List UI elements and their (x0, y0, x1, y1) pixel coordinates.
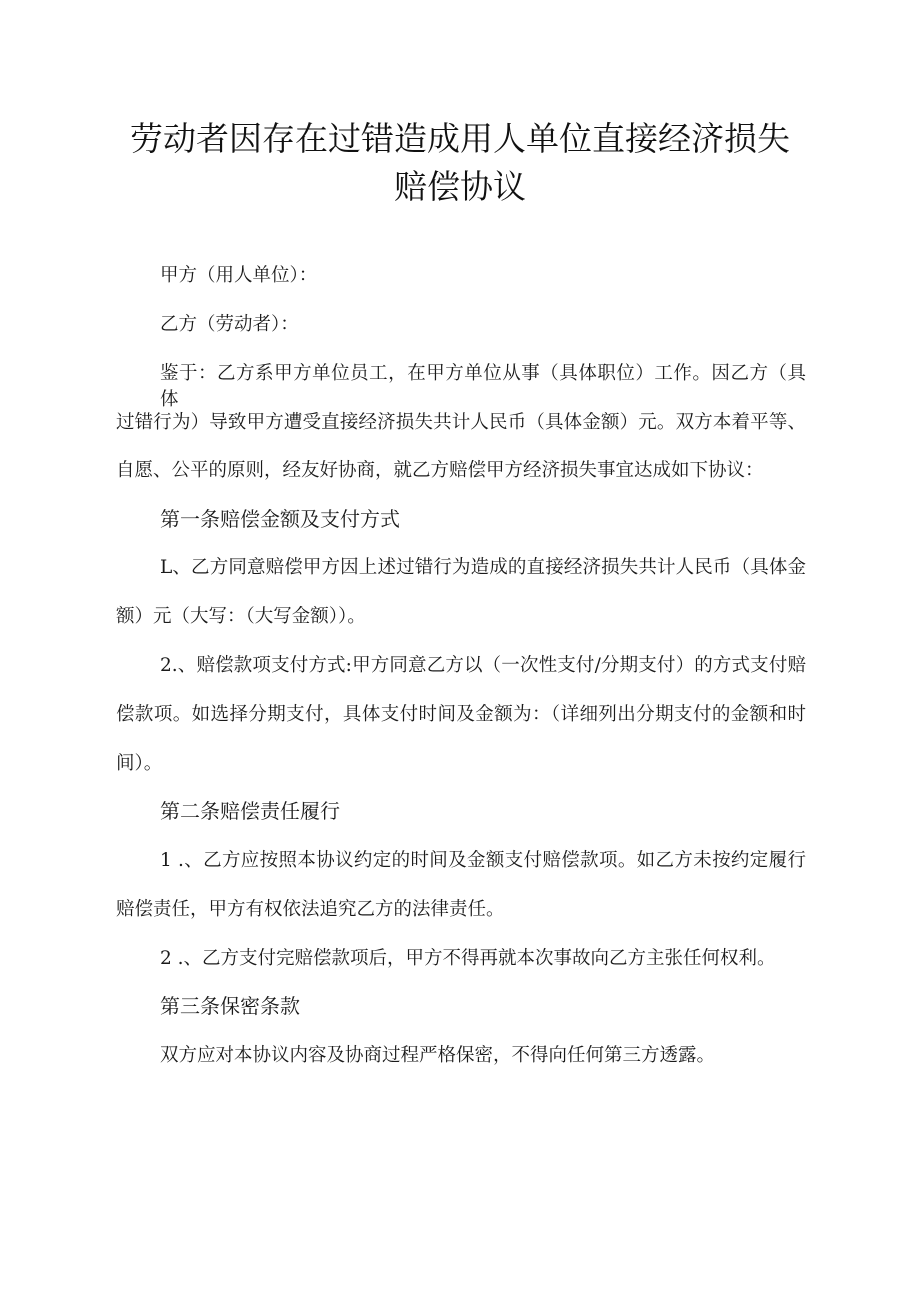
article-1-item-2-line-1: 2.、赔偿款项支付方式:甲方同意乙方以（一次性支付/分期支付）的方式支付赔 (160, 655, 806, 676)
preamble-line-2: 过错行为）导致甲方遭受直接经济损失共计人民币（具体金额）元。双方本着平等、 (116, 412, 806, 433)
article-2-item-2-line-1: 2 .、乙方支付完赔偿款项后，甲方不得再就本次事故向乙方主张任何权利。 (160, 948, 776, 969)
article-3-item-1-line-1: 双方应对本协议内容及协商过程严格保密，不得向任何第三方透露。 (160, 1045, 716, 1066)
party-b-label: 乙方（劳动者）： (160, 314, 299, 335)
article-3-heading: 第三条保密条款 (160, 994, 300, 1018)
article-2-item-1-line-2: 赔偿责任，甲方有权依法追究乙方的法律责任。 (116, 899, 505, 920)
article-1-item-1-line-1: L、乙方同意赔偿甲方因上述过错行为造成的直接经济损失共计人民币（具体金 (160, 557, 806, 578)
preamble-line-3: 自愿、公平的原则，经友好协商，就乙方赔偿甲方经济损失事宜达成如下协议： (116, 460, 764, 481)
article-2-heading: 第二条赔偿责任履行 (160, 799, 340, 823)
preamble-line-1: 鉴于：乙方系甲方单位员工，在甲方单位从事（具体职位）工作。因乙方（具体 (160, 363, 806, 410)
article-1-heading: 第一条赔偿金额及支付方式 (160, 507, 400, 531)
party-a-label: 甲方（用人单位）： (160, 265, 318, 286)
article-2-item-1-line-1: 1 .、乙方应按照本协议约定的时间及金额支付赔偿款项。如乙方未按约定履行 (160, 850, 806, 871)
article-1-item-2-line-3: 间）。 (116, 753, 163, 774)
document-title-line-1: 劳动者因存在过错造成用人单位直接经济损失 (130, 119, 790, 158)
article-1-item-2-line-2: 偿款项。如选择分期支付，具体支付时间及金额为：（详细列出分期支付的金额和时 (116, 704, 806, 725)
document-title-line-2: 赔偿协议 (394, 167, 526, 206)
article-1-item-1-line-2: 额）元（大写：（大写金额））。 (116, 606, 366, 627)
